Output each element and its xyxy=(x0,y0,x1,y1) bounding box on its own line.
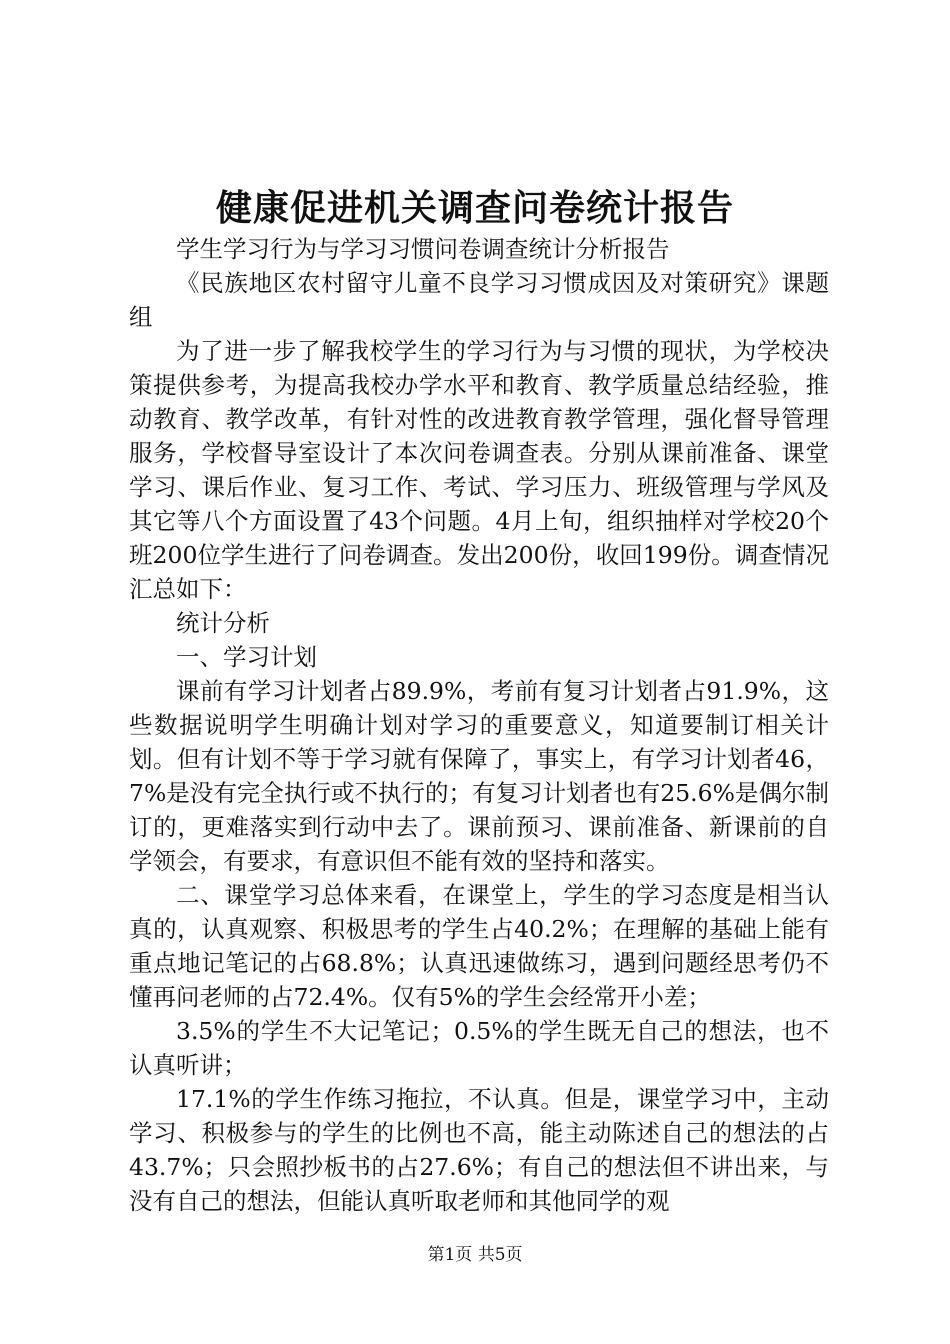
page-footer: 第1页 共5页 xyxy=(427,1245,523,1265)
study-plan-paragraph: 课前有学习计划者占89.9%，考前有复习计划者占91.9%，这些数据说明学生明确计划对学习的重要意义，知道要制订相关计划。但有计划不等于学习就有保障了，事实上，有学习计划者46，7%是没有完全执行或不执行的；有复习计划者也有25.6%是偶尔制订的，更难落实到行动中去了。课前预习、课前准备、新课前的自学领会，有要求，有意识但不能有效的坚持和落实。 xyxy=(129,677,829,875)
section-heading-analysis: 统计分析 xyxy=(176,609,270,637)
notes-paragraph: 3.5%的学生不大记笔记；0.5%的学生既无自己的想法，也不认真听讲； xyxy=(129,1017,829,1079)
exercise-paragraph: 17.1%的学生作练习拖拉，不认真。但是，课堂学习中，主动学习、积极参与的学生的比例也不高，能主动陈述自己的想法的占43.7%；只会照抄板书的占27.6%；有自己的想法但不讲出来，与没有自己的想法，但能认真听取老师和其他同学的观 xyxy=(129,1085,829,1215)
classroom-learning-paragraph: 二、课堂学习总体来看，在课堂上，学生的学习态度是相当认真的，认真观察、积极思考的学生占40.2%；在理解的基础上能有重点地记笔记的占68.8%；认真迅速做练习，遇到问题经思考仍不懂再问老师的占72.4%。仅有5%的学生会经常开小差； xyxy=(129,881,829,1011)
section-heading-study-plan: 一、学习计划 xyxy=(176,643,317,671)
research-group-line: 《民族地区农村留守儿童不良学习习惯成因及对策研究》课题组 xyxy=(129,269,829,331)
report-subtitle: 学生学习行为与学习习惯问卷调查统计分析报告 xyxy=(176,235,670,263)
intro-paragraph: 为了进一步了解我校学生的学习行为与习惯的现状，为学校决策提供参考，为提高我校办学水平和教育、教学质量总结经验，推动教育、教学改革，有针对性的改进教育教学管理，强化督导管理服务，学校督导室设计了本次问卷调查表。分别从课前准备、课堂学习、课后作业、复习工作、考试、学习压力、班级管理与学风及其它等八个方面设置了43个问题。4月上旬，组织抽样对学校20个班200位学生进行了问卷调查。发出200份，收回199份。调查情况汇总如下： xyxy=(129,337,829,603)
document-title: 健康促进机关调查问卷统计报告 xyxy=(215,187,734,229)
document-body xyxy=(129,232,829,1218)
